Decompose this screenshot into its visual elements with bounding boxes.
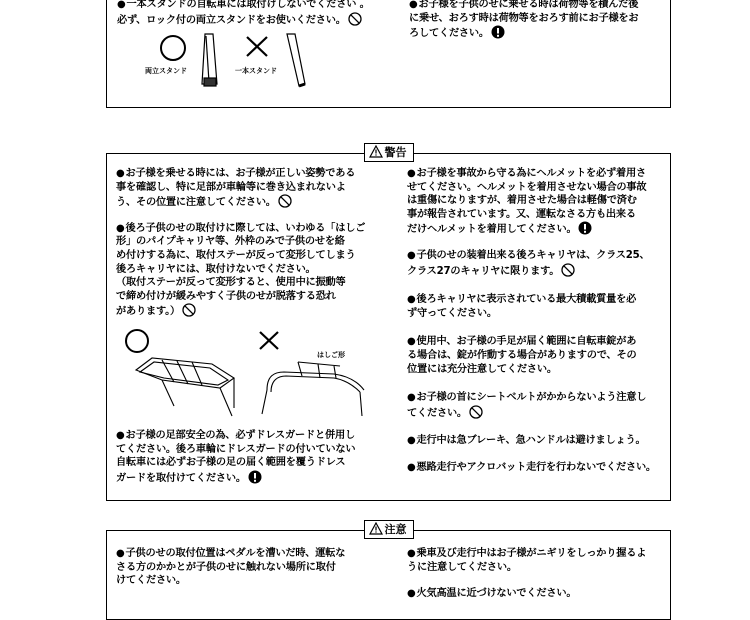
list-item: ●後ろ子供のせの取付けに際しては、いわゆる「はしご 形」のパイプキャリヤ等、外枠のみで子供のせを絡 め付けする為に、取付ステーが反って変形してしまう 後ろキャリヤには、取付けないでください。 （取付ステーが反って変形すると、使用中に振動等 で締め付けが緩みやすく子供のせが脱落する恐れ があります。） <box>116 222 386 322</box>
ng-cross-icon <box>247 37 267 56</box>
list-item: ●一本スタンドの自転車には取付けしないでください 。 必ず、ロック付の両立スタンドをお使いください。 <box>117 0 387 30</box>
mandatory-icon <box>248 470 262 489</box>
item-text: 子供のせの取付位置はペダルを漕いだ時、運転な さる方のかかとが子供のせに触れない場所に取付 けてください。 <box>116 548 346 587</box>
prohibited-icon <box>469 405 483 424</box>
warning-left-column-bottom <box>116 429 386 488</box>
caution-title-text: 注意 <box>384 523 407 536</box>
double-stand-label: 両立スタンド <box>145 67 187 75</box>
top-right-column <box>409 0 669 44</box>
caution-title <box>364 520 414 539</box>
list-item: ●悪路走行やアクロバット走行を行わないでください。 <box>407 461 656 473</box>
caution-box <box>106 523 671 620</box>
item-text: お子様の足部安全の為、必ずドレスガードと併用し てください。後ろ車輪にドレスガードの付いていない 自転車には必ずお子様の足の届く範囲を覆うドレス ガードを取付けてください。 <box>116 430 356 484</box>
item-text: 悪路走行やアクロバット走行を行わないでください。 <box>416 461 656 473</box>
item-text: 乗車及び走行中はお子様がニギリをしっかり握るよ うに注意してください。 <box>407 548 647 573</box>
item-text: お子様を事故から守る為にヘルメットを必ず着用さ せてください。ヘルメットを着用させない場合の事故 は重傷になりますが、着用させた場合は軽傷で済む 事が報告されています。又、運転なさる方も出来る だけヘルメットを着用してください。 <box>407 168 647 236</box>
ng-cross-icon <box>260 332 278 349</box>
list-item: ●子供のせの取付位置はペダルを漕いだ時、運転な さる方のかかとが子供のせに触れない場所に取付 けてください。 <box>116 548 346 587</box>
box-carrier-ok-icon <box>136 358 234 416</box>
warning-left-column <box>116 167 386 322</box>
mandatory-icon <box>578 221 592 240</box>
ok-circle-icon <box>161 36 185 60</box>
list-item: ●お子様の首にシートベルトがかからないよう注意し てください。 <box>407 391 669 423</box>
warning-right-column <box>407 167 669 475</box>
list-item: ●走行中は急ブレーキ、急ハンドルは避けましょう。 <box>407 435 646 447</box>
prohibited-icon <box>561 263 575 282</box>
ladder-carrier-ng-icon <box>262 362 364 416</box>
list-item: ●お子様を事故から守る為にヘルメットを必ず着用さ せてください。ヘルメットを着用させない場合の事故 は重傷になりますが、着用させた場合は軽傷で済む 事が報告されています。又、運転なさる方も出来る だけヘルメットを着用してください。 <box>407 167 669 240</box>
item-text: お子様の首にシートベルトがかからないよう注意し てください。 <box>407 392 647 419</box>
caution-left-column <box>116 547 386 588</box>
item-text: お子様を乗せる時には、お子様が正しい姿勢である 事を確認し、特に足部が車輪等に巻き込まれないよ う、その位置に注意してください。 <box>116 168 356 209</box>
list-item: ●火気高温に近づけないでください。 <box>407 588 577 600</box>
list-item: ●使用中、お子様の手足が届く範囲に自転車錠があ る場合は、錠が作動する場合がありますので、その 位置には充分注意してください。 <box>407 336 637 375</box>
item-text: 子供のせの装着出来る後ろキャリヤは、クラス25、 クラス27のキャリヤに限ります。 <box>407 249 650 277</box>
item-text: 一本スタンドの自転車には取付けしないでください 。 必ず、ロック付の両立スタンドをお使いください。 <box>117 0 370 26</box>
top-notice-box <box>106 0 671 108</box>
single-stand-icon <box>287 34 305 86</box>
list-item: ●お子様を乗せる時には、お子様が正しい姿勢である 事を確認し、特に足部が車輪等に巻き込まれないよ う、その位置に注意してください。 <box>116 167 386 213</box>
item-text: 走行中は急ブレーキ、急ハンドルは避けましょう。 <box>416 435 646 447</box>
single-stand-label: 一本スタンド <box>235 67 277 75</box>
item-text: 火気高温に近づけないでください。 <box>416 588 577 600</box>
list-item: ●乗車及び走行中はお子様がニギリをしっかり握るよ うに注意してください。 <box>407 548 647 573</box>
warning-triangle-icon <box>369 145 383 158</box>
prohibited-icon <box>348 12 362 31</box>
item-text: 後ろキャリヤに表示されている最大積載質量を必 ず守ってください。 <box>407 294 637 319</box>
warning-triangle-icon <box>369 522 383 535</box>
prohibited-icon <box>278 194 292 213</box>
list-item: ●後ろキャリヤに表示されている最大積載質量を必 ず守ってください。 <box>407 294 637 319</box>
item-text: 後ろ子供のせの取付けに際しては、いわゆる「はしご 形」のパイプキャリヤ等、外枠のみで子供のせを絡 め付けする為に、取付ステーが反って変形してしまう 後ろキャリヤには、取付けないでください。 （取付ステーが反って変形すると、使用中に振動等 で締め付けが緩みやすく子供のせが脱落する恐れ があります。） <box>116 222 366 318</box>
list-item: ●お子様を子供のせに乗せる時は荷物等を積んだ後 に乗せ、おろす時は荷物等をおろす前にお子様をお ろしてください。 <box>409 0 669 44</box>
list-item: ●子供のせの装着出来る後ろキャリヤは、クラス25、 クラス27のキャリヤに限ります。 <box>407 249 669 281</box>
carrier-comparison-illustration <box>122 328 382 418</box>
caution-right-column <box>407 547 669 601</box>
ladder-label: はしご形 <box>317 351 345 359</box>
top-left-column <box>117 0 387 30</box>
item-text: 使用中、お子様の手足が届く範囲に自転車錠があ る場合は、錠が作動する場合がありますので、その 位置には充分注意してください。 <box>407 336 637 375</box>
ok-circle-icon <box>126 330 148 352</box>
warning-title-text: 警告 <box>384 146 407 159</box>
mandatory-icon <box>491 25 505 44</box>
warning-box <box>106 146 671 501</box>
prohibited-icon <box>182 303 196 322</box>
warning-title <box>364 143 414 162</box>
list-item: ●お子様の足部安全の為、必ずドレスガードと併用し てください。後ろ車輪にドレスガードの付いていない 自転車には必ずお子様の足の届く範囲を覆うドレス ガードを取付けてください。 <box>116 429 386 488</box>
item-text: お子様を子供のせに乗せる時は荷物等を積んだ後 に乗せ、おろす時は荷物等をおろす前にお子様をお ろしてください。 <box>409 0 639 40</box>
double-stand-icon <box>202 34 217 86</box>
